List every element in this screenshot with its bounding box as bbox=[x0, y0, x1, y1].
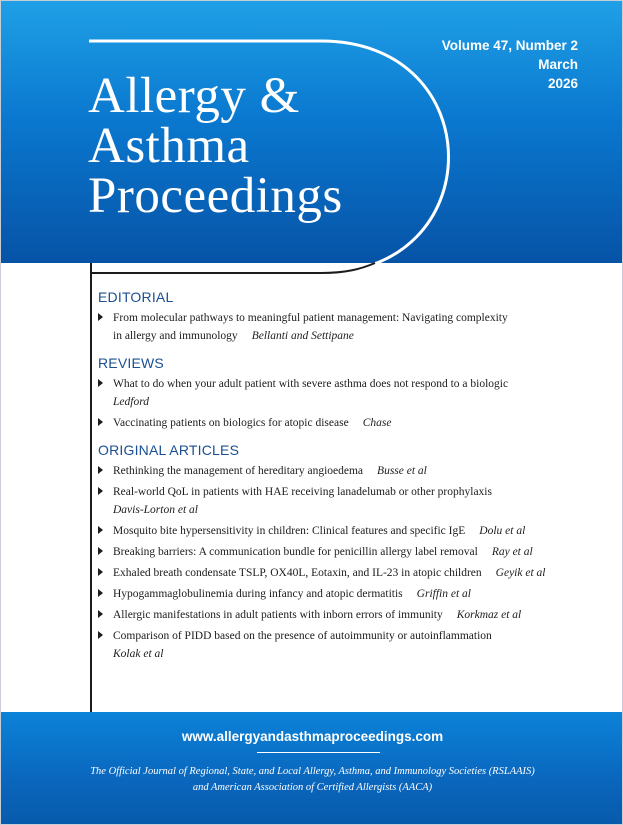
article-title: From molecular pathways to meaningful patient management: Navigating complexity bbox=[113, 312, 508, 324]
article-authors: Korkmaz et al bbox=[456, 609, 522, 621]
section-heading: REVIEWS bbox=[98, 355, 164, 371]
bullet-icon bbox=[98, 589, 103, 597]
toc-item[interactable] bbox=[98, 543, 578, 561]
toc-item[interactable] bbox=[98, 483, 578, 519]
affiliation-line-1: The Official Journal of Regional, State, and Local Allergy, Asthma, and Immunology Societies (RSLAAIS) bbox=[90, 766, 535, 777]
journal-title bbox=[88, 68, 343, 224]
article-authors: Ledford bbox=[113, 396, 149, 408]
article-authors: Chase bbox=[362, 417, 392, 429]
toc-item[interactable] bbox=[98, 309, 578, 345]
article-title: Vaccinating patients on biologics for atopic disease bbox=[113, 417, 349, 429]
article-authors: Busse et al bbox=[377, 465, 427, 477]
issue-month: March bbox=[538, 57, 578, 72]
article-title: Rethinking the management of hereditary angioedema bbox=[113, 465, 364, 477]
section-heading: EDITORIAL bbox=[98, 289, 174, 305]
toc-item[interactable] bbox=[98, 522, 578, 540]
bullet-icon bbox=[98, 631, 103, 639]
title-line-2: Asthma bbox=[88, 118, 250, 174]
section-reviews bbox=[98, 355, 578, 432]
toc-item[interactable] bbox=[98, 585, 578, 603]
article-authors: Kolak et al bbox=[113, 648, 164, 660]
article-authors: Ray et al bbox=[491, 546, 533, 558]
article-title-cont: in allergy and immunology bbox=[113, 330, 238, 342]
section-editorial bbox=[98, 289, 578, 345]
section-original-articles bbox=[98, 442, 578, 663]
issue-year: 2026 bbox=[547, 76, 578, 91]
article-authors: Bellanti and Settipane bbox=[251, 330, 354, 342]
toc-item[interactable] bbox=[98, 414, 578, 432]
toc-item[interactable] bbox=[98, 375, 578, 411]
article-title: Hypogammaglobulinemia during infancy and atopic dermatitis bbox=[113, 588, 403, 600]
bullet-icon bbox=[98, 487, 103, 495]
journal-affiliation bbox=[1, 764, 623, 796]
article-title: Comparison of PIDD based on the presence of autoimmunity or autoinflammation bbox=[113, 630, 492, 642]
title-line-3: Proceedings bbox=[88, 168, 343, 224]
table-of-contents bbox=[98, 289, 578, 673]
toc-item[interactable] bbox=[98, 462, 578, 480]
issue-info bbox=[442, 36, 578, 93]
article-authors: Davis-Lorton et al bbox=[113, 504, 198, 516]
journal-website-link[interactable]: www.allergyandasthmaproceedings.com bbox=[181, 729, 444, 744]
title-line-1: Allergy & bbox=[88, 68, 300, 124]
bullet-icon bbox=[98, 547, 103, 555]
toc-item[interactable] bbox=[98, 606, 578, 624]
volume-number: Volume 47, Number 2 bbox=[441, 38, 578, 53]
affiliation-line-2: and American Association of Certified Allergists (AACA) bbox=[192, 782, 433, 793]
bullet-icon bbox=[98, 568, 103, 576]
toc-item[interactable] bbox=[98, 627, 578, 663]
article-title: What to do when your adult patient with severe asthma does not respond to a biologic bbox=[113, 378, 509, 390]
bullet-icon bbox=[98, 466, 103, 474]
article-authors: Dolu et al bbox=[479, 525, 526, 537]
bullet-icon bbox=[98, 526, 103, 534]
article-authors: Griffin et al bbox=[416, 588, 471, 600]
cover-footer bbox=[1, 712, 623, 825]
article-title: Real-world QoL in patients with HAE receiving lanadelumab or other prophylaxis bbox=[113, 486, 492, 498]
article-authors: Geyik et al bbox=[495, 567, 546, 579]
toc-item[interactable] bbox=[98, 564, 578, 582]
article-title: Allergic manifestations in adult patients with inborn errors of immunity bbox=[113, 609, 443, 621]
bullet-icon bbox=[98, 610, 103, 618]
bullet-icon bbox=[98, 418, 103, 426]
footer-divider bbox=[257, 752, 380, 753]
article-title: Exhaled breath condensate TSLP, OX40L, Eotaxin, and IL-23 in atopic children bbox=[113, 567, 482, 579]
bullet-icon bbox=[98, 379, 103, 387]
article-title: Breaking barriers: A communication bundle for penicillin allergy label removal bbox=[113, 546, 478, 558]
article-title: Mosquito bite hypersensitivity in children: Clinical features and specific IgE bbox=[113, 525, 466, 537]
cover-header bbox=[1, 1, 623, 263]
section-heading: ORIGINAL ARTICLES bbox=[98, 442, 240, 458]
bullet-icon bbox=[98, 313, 103, 321]
